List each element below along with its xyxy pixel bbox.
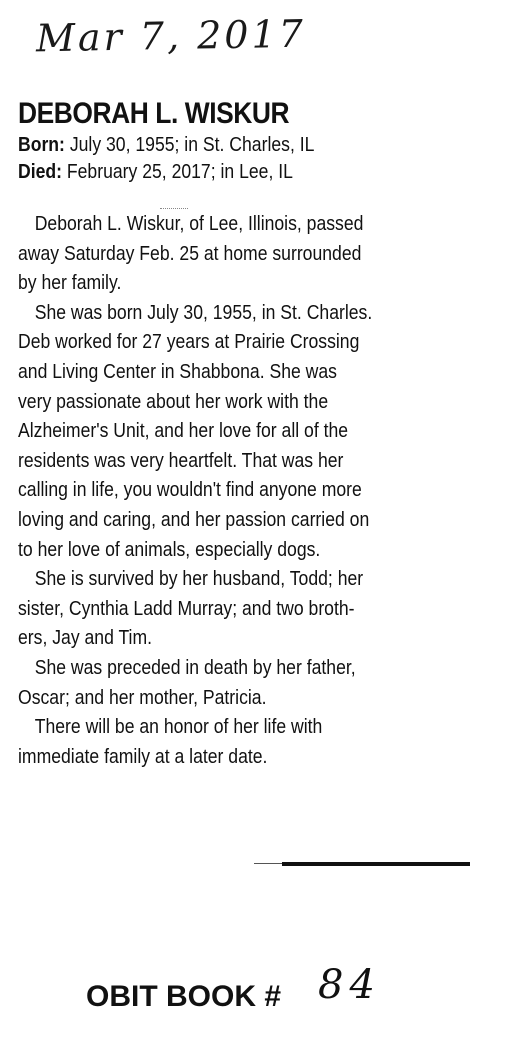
handwritten-date: Mar 7, 2017 (35, 11, 307, 61)
body-line: residents was very heartfelt. That was her (18, 449, 344, 472)
deceased-name: DEBORAH L. WISKUR (18, 97, 290, 130)
body-line: very passionate about her work with the (18, 390, 329, 413)
body-line: Deb worked for 27 years at Prairie Crossing (18, 331, 360, 354)
born-line (18, 132, 432, 159)
body-line: She was born July 30, 1955, in St. Charles. (34, 301, 373, 324)
born-label: Born: (18, 134, 65, 156)
body-line: ers, Jay and Tim. (18, 627, 153, 650)
body-line: She was preceded in death by her father, (34, 656, 356, 679)
body-line: and Living Center in Shabbona. She was (18, 360, 337, 383)
body-line: away Saturday Feb. 25 at home surrounded (18, 242, 362, 265)
obit-book-label: OBIT BOOK # (86, 980, 282, 1013)
body-line: There will be an honor of her life with (34, 716, 323, 739)
body-line: Deborah L. Wiskur, of Lee, Illinois, passed (34, 213, 364, 235)
body-line: loving and caring, and her passion carried on (18, 508, 370, 531)
body-line: calling in life, you wouldn't find anyone more (18, 479, 362, 502)
body-line: to her love of animals, especially dogs. (18, 538, 321, 561)
obituary-clipping (18, 96, 488, 772)
print-speck (160, 208, 188, 211)
body-line: immediate family at a later date. (18, 745, 268, 768)
body-line: Oscar; and her mother, Patricia. (18, 686, 267, 709)
body-line: She is survived by her husband, Todd; her (34, 568, 364, 591)
obit-book-number: 84 (318, 962, 381, 1008)
body-line: Alzheimer's Unit, and her love for all of the (18, 420, 349, 443)
body-line: by her family. (18, 272, 122, 295)
body-line: sister, Cynthia Ladd Murray; and two broth- (18, 597, 355, 620)
end-rule (282, 862, 470, 866)
obituary-body (18, 210, 488, 772)
born-value: July 30, 1955; in St. Charles, IL (69, 134, 315, 156)
died-value: February 25, 2017; in Lee, IL (66, 161, 293, 183)
died-line (18, 159, 432, 186)
died-label: Died: (18, 161, 62, 183)
